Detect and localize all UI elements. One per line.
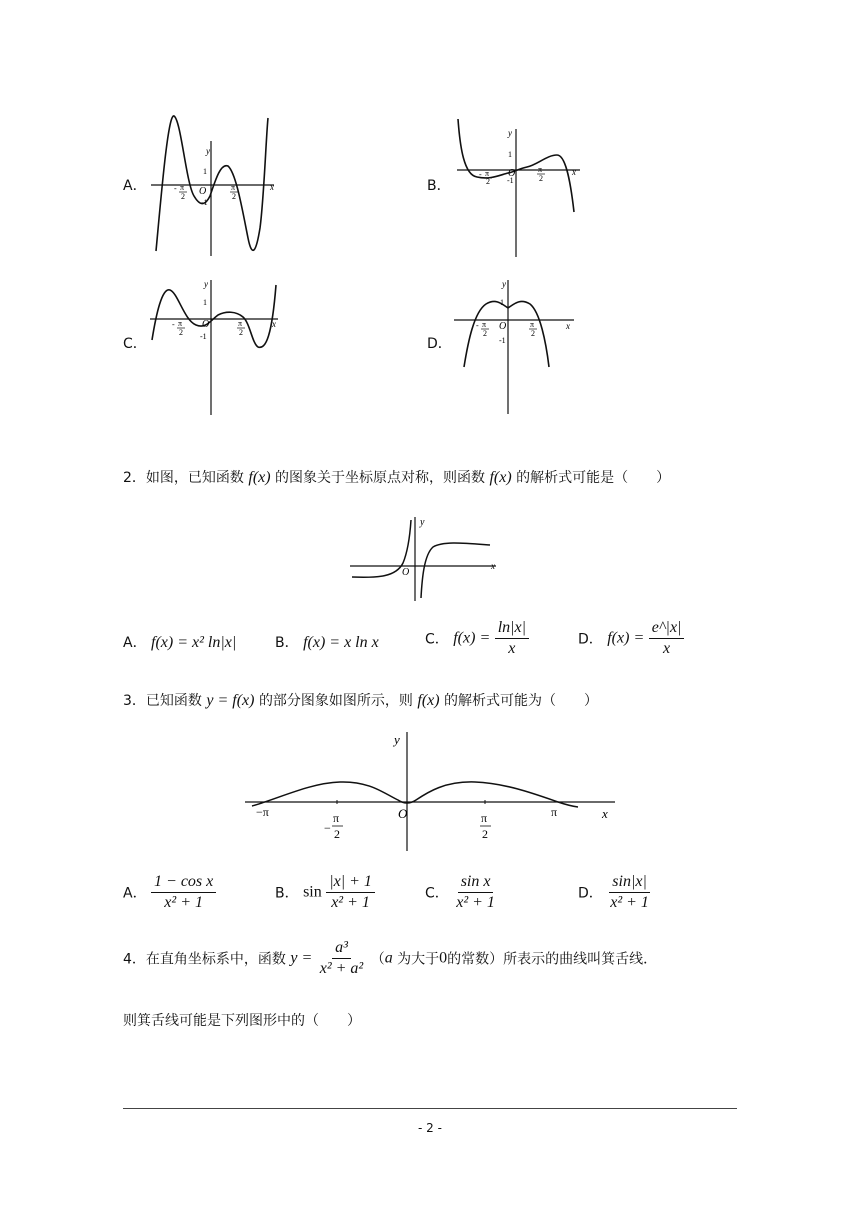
- pi-label: π: [530, 320, 535, 329]
- q3-text-c: 的解析式可能为（ ）: [444, 693, 599, 709]
- q2-option-c-den: x: [508, 640, 516, 657]
- q2-text-b: 的图象关于坐标原点对称，则函数: [275, 470, 486, 486]
- q2-option-c-num: ln|x|: [495, 618, 529, 639]
- pi-half-den: 2: [482, 827, 488, 841]
- one-label: 1: [500, 298, 504, 307]
- q2-option-d: [578, 618, 684, 659]
- q2-question: [123, 467, 670, 487]
- neg-sign: -: [476, 321, 479, 330]
- neg-pi-half-num: π: [333, 811, 340, 825]
- x-label: x: [272, 319, 276, 329]
- q4-den: x² + a²: [319, 960, 364, 977]
- q3-option-a-num: 1 − cos x: [151, 872, 216, 893]
- q3-option-a: [123, 872, 216, 913]
- neg-pi-den: 2: [483, 329, 487, 338]
- q4-question: [123, 938, 657, 979]
- q2-option-d-lhs: f(x) =: [607, 629, 645, 647]
- q3-option-b: [275, 872, 375, 913]
- q1-graph-b: [452, 117, 582, 257]
- q2-fx-1: f(x): [248, 469, 271, 486]
- x-label: x: [270, 182, 274, 192]
- q3-option-a-den: x² + 1: [164, 894, 203, 911]
- pi-den: 2: [239, 328, 243, 337]
- x-label: x: [566, 321, 570, 331]
- q1-graph-c: [148, 275, 282, 415]
- neg-pi-label: π: [180, 183, 185, 192]
- q3-text-b: 的部分图象如图所示，则: [258, 693, 413, 709]
- page-number: - 2 -: [418, 1121, 442, 1135]
- curve: [464, 301, 549, 367]
- x-label: x: [572, 167, 576, 177]
- q2-number: 2．: [123, 470, 146, 486]
- curve-right: [421, 543, 490, 598]
- neg-pi-den: 2: [179, 328, 183, 337]
- q4-text-d: 的常数）所表示的曲线叫箕舌线．: [447, 951, 658, 968]
- y-label: y: [508, 128, 512, 138]
- q2-option-c-lhs: f(x) =: [453, 629, 491, 647]
- q3-number: 3．: [123, 693, 146, 709]
- q4-text-a: 在直角坐标系中，函数: [145, 951, 286, 968]
- curve: [252, 782, 578, 807]
- y-label: y: [394, 732, 400, 747]
- neg-sign: −: [324, 821, 331, 835]
- q3-option-b-num: |x| + 1: [326, 872, 375, 893]
- pi-label: π: [538, 165, 543, 174]
- q3-option-d-num: sin|x|: [609, 872, 650, 893]
- pi-den: 2: [232, 192, 236, 201]
- q2-option-d-den: x: [663, 640, 671, 657]
- q2-text-c: 的解析式可能是（ ）: [516, 470, 671, 486]
- y-label: y: [502, 279, 506, 289]
- q2-graph: [348, 515, 500, 603]
- q2-option-c-label: C．: [425, 631, 449, 648]
- neg-pi-den: 2: [486, 177, 490, 186]
- q4-number: 4．: [123, 951, 146, 968]
- neg-pi-label: π: [482, 320, 487, 329]
- q3-option-d-label: D．: [578, 885, 603, 902]
- q4-line2: 则箕舌线可能是下列图形中的（ ）: [123, 1013, 361, 1029]
- q2-option-d-label: D．: [578, 631, 603, 648]
- q2-option-b-expr: f(x) = x ln x: [303, 634, 379, 651]
- neg-pi-half-den: 2: [334, 827, 340, 841]
- q3-option-c-fraction: [453, 872, 498, 913]
- q1-graph-a: [146, 108, 276, 256]
- q1-graph-d: [452, 272, 578, 414]
- pi-label: π: [231, 183, 236, 192]
- q3-option-a-fraction: [151, 872, 216, 913]
- q2-text-a: 如图，已知函数: [145, 470, 244, 486]
- pi-label: π: [238, 319, 243, 328]
- q2-option-b: [275, 630, 379, 656]
- q1-option-a-label: A．: [123, 178, 147, 194]
- q3-option-c: [425, 872, 498, 913]
- pi-den: 2: [539, 174, 543, 183]
- neg-pi-label: π: [485, 169, 490, 178]
- neg-sign: -: [174, 184, 177, 193]
- y-label: y: [420, 517, 425, 528]
- q4-zero: 0: [439, 949, 448, 967]
- q1-option-c-label: C．: [123, 336, 147, 352]
- q4-lhs: y =: [290, 949, 313, 967]
- origin-label: O: [202, 319, 210, 330]
- origin-label: O: [508, 168, 516, 179]
- x-label: x: [491, 561, 495, 571]
- q3-graph: [240, 728, 620, 853]
- q3-option-d-den: x² + 1: [610, 894, 649, 911]
- q3-option-d-fraction: [607, 872, 652, 913]
- q4-text-c: 为大于: [397, 951, 440, 968]
- one-label: 1: [508, 150, 512, 159]
- q3-text-a: 已知函数: [145, 693, 202, 709]
- curve: [156, 116, 268, 251]
- q3-option-b-label: B．: [275, 885, 299, 902]
- neg-one-label: -1: [507, 176, 514, 185]
- q3-option-c-label: C．: [425, 885, 449, 902]
- neg-pi-label: −π: [256, 805, 269, 819]
- q2-option-d-fraction: [649, 618, 685, 659]
- curve: [152, 285, 276, 347]
- x-label: x: [602, 806, 608, 821]
- q3-option-a-label: A．: [123, 885, 147, 902]
- q3-option-b-den: x² + 1: [331, 894, 370, 911]
- origin-label: O: [199, 186, 207, 197]
- pi-den: 2: [531, 329, 535, 338]
- q3-option-b-prefix: sin: [303, 883, 322, 901]
- one-label: 1: [203, 298, 207, 307]
- origin-label: O: [398, 806, 408, 821]
- q2-option-a-expr: f(x) = x² ln|x|: [151, 634, 237, 651]
- origin-label: O: [499, 321, 507, 332]
- neg-sign: -: [479, 170, 482, 179]
- pi-label: π: [551, 805, 558, 819]
- footer-divider: [123, 1108, 737, 1109]
- q3-expr: y = f(x): [206, 692, 255, 709]
- q4-a: a: [384, 949, 393, 967]
- neg-one-label: -1: [499, 336, 506, 345]
- q1-option-d-label: D．: [427, 336, 452, 352]
- q4-text-b: （: [370, 951, 385, 968]
- q3-option-d: [578, 872, 652, 913]
- q3-option-c-num: sin x: [458, 872, 494, 893]
- q2-option-b-label: B．: [275, 635, 299, 651]
- q3-question: [123, 690, 598, 710]
- q4-fraction: [317, 938, 367, 979]
- y-label: y: [204, 279, 208, 289]
- q1-option-b-label: B．: [427, 178, 451, 194]
- q2-option-c-fraction: [495, 618, 529, 659]
- y-label: y: [206, 146, 210, 156]
- q2-option-c: [425, 618, 529, 659]
- neg-pi-den: 2: [181, 192, 185, 201]
- neg-one-label: -1: [201, 198, 208, 207]
- q4-num: a³: [332, 938, 351, 959]
- q3-option-c-den: x² + 1: [456, 894, 495, 911]
- one-label: 1: [203, 167, 207, 176]
- q3-fx: f(x): [417, 692, 440, 709]
- origin-label: O: [402, 567, 410, 578]
- neg-pi-label: π: [178, 319, 183, 328]
- q3-option-b-fraction: [326, 872, 375, 913]
- neg-one-label: -1: [200, 332, 207, 341]
- q2-fx-2: f(x): [489, 469, 512, 486]
- pi-half-num: π: [481, 811, 488, 825]
- q2-option-a-label: A．: [123, 635, 147, 651]
- q2-option-d-num: e^|x|: [649, 618, 685, 639]
- q2-option-a: [123, 630, 236, 656]
- neg-sign: -: [172, 320, 175, 329]
